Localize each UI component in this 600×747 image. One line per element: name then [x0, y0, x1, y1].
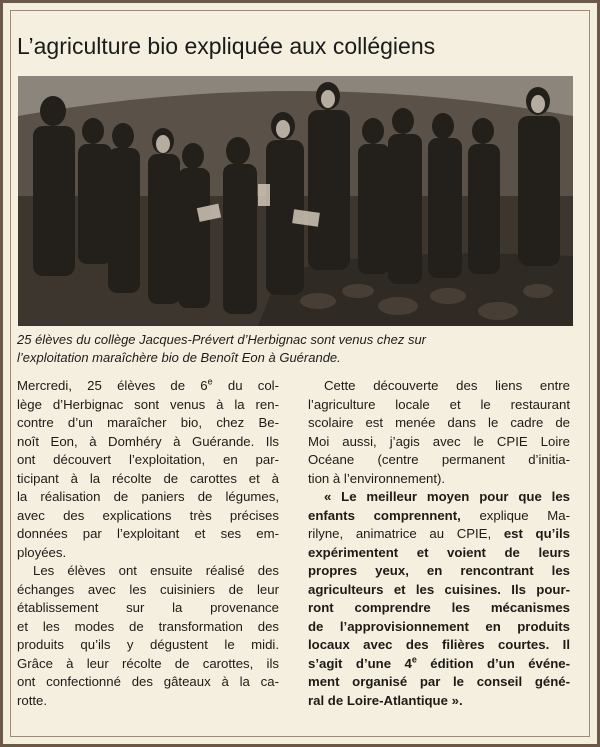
body-line: la réalisation de paniers de légumes, — [17, 489, 279, 504]
quote-line: ment organisé par le conseil géné- — [308, 674, 570, 689]
body-line: produits qu’ils y dégustent le midi. — [17, 637, 279, 652]
body-line: noît Eon, à Domhéry à Guérande. Ils — [17, 433, 279, 449]
body-line: établissement sur la provenance — [17, 600, 279, 615]
quote-line: « Le meilleur moyen pour que les — [324, 489, 570, 504]
body-line: lège d’Herbignac sont venus à la ren- — [17, 396, 279, 412]
quote-line: propres yeux, en rencontrant les — [308, 563, 570, 578]
quote-line: ront comprendre les mécanismes — [308, 600, 570, 615]
body-line: ticipant à la récolte de carottes et à — [17, 470, 279, 486]
body-line: Cette découverte des liens entre — [324, 378, 570, 393]
body-line: Mercredi, 25 élèves de 6e du col- — [17, 376, 279, 393]
body-line: rilyne, animatrice au CPIE, est qu’ils — [308, 526, 570, 541]
body-line: échanges avec les cuisiniers de leur — [17, 581, 279, 597]
body-line: Moi aussi, j’agis avec le CPIE Loire — [308, 433, 570, 449]
quote-line: s’agit d’une 4e édition d’un événe- — [308, 654, 570, 671]
body-line: Océane (centre permanent d’initia- — [308, 452, 570, 467]
quote-line: agriculteurs et les cuisines. Ils pour- — [308, 581, 570, 597]
body-line: et les modes de transformation des — [17, 618, 279, 634]
quote-line: ral de Loire-Atlantique ». — [308, 692, 463, 708]
caption-line: 25 élèves du collège Jacques-Prévert d’Herbignac sont venus chez sur — [17, 332, 427, 347]
body-line: ont découvert l’exploitation, en par- — [17, 452, 279, 467]
quote-line: locaux avec des filières courtes. Il — [308, 637, 570, 652]
body-line: enfants comprennent, explique Ma- — [308, 507, 570, 523]
body-line: avec des explications très précises — [17, 507, 279, 523]
quote-line: de l’approvisionnement en produits — [308, 618, 570, 634]
article-photo — [18, 76, 573, 326]
body-line: contre d’un maraîcher bio, chez Be- — [17, 415, 279, 430]
body-line: scolaire est menée dans le cadre de — [308, 415, 570, 430]
article-column-right — [308, 377, 570, 710]
body-line: données par l’exploitant et ses em- — [17, 526, 279, 541]
article-column-left — [17, 377, 279, 710]
article-headline: L’agriculture bio expliquée aux collégiens — [17, 33, 436, 59]
body-line: ployées. — [17, 544, 67, 560]
quote-line: expérimentent et voient de leurs — [308, 544, 570, 560]
photo-caption — [17, 331, 577, 367]
body-line: rotte. — [17, 692, 48, 708]
body-line: tion à l’environnement). — [308, 470, 446, 486]
body-line: l’agriculture locale et le restaurant — [308, 396, 570, 412]
group-photo-icon — [18, 76, 573, 326]
body-line: ont confectionné des gâteaux à la ca- — [17, 674, 279, 689]
body-line: Grâce à leur récolte de carottes, ils — [17, 655, 279, 671]
caption-line: l’exploitation maraîchère bio de Benoît Eon à Guérande. — [17, 350, 341, 365]
body-line: Les élèves ont ensuite réalisé des — [33, 563, 279, 578]
